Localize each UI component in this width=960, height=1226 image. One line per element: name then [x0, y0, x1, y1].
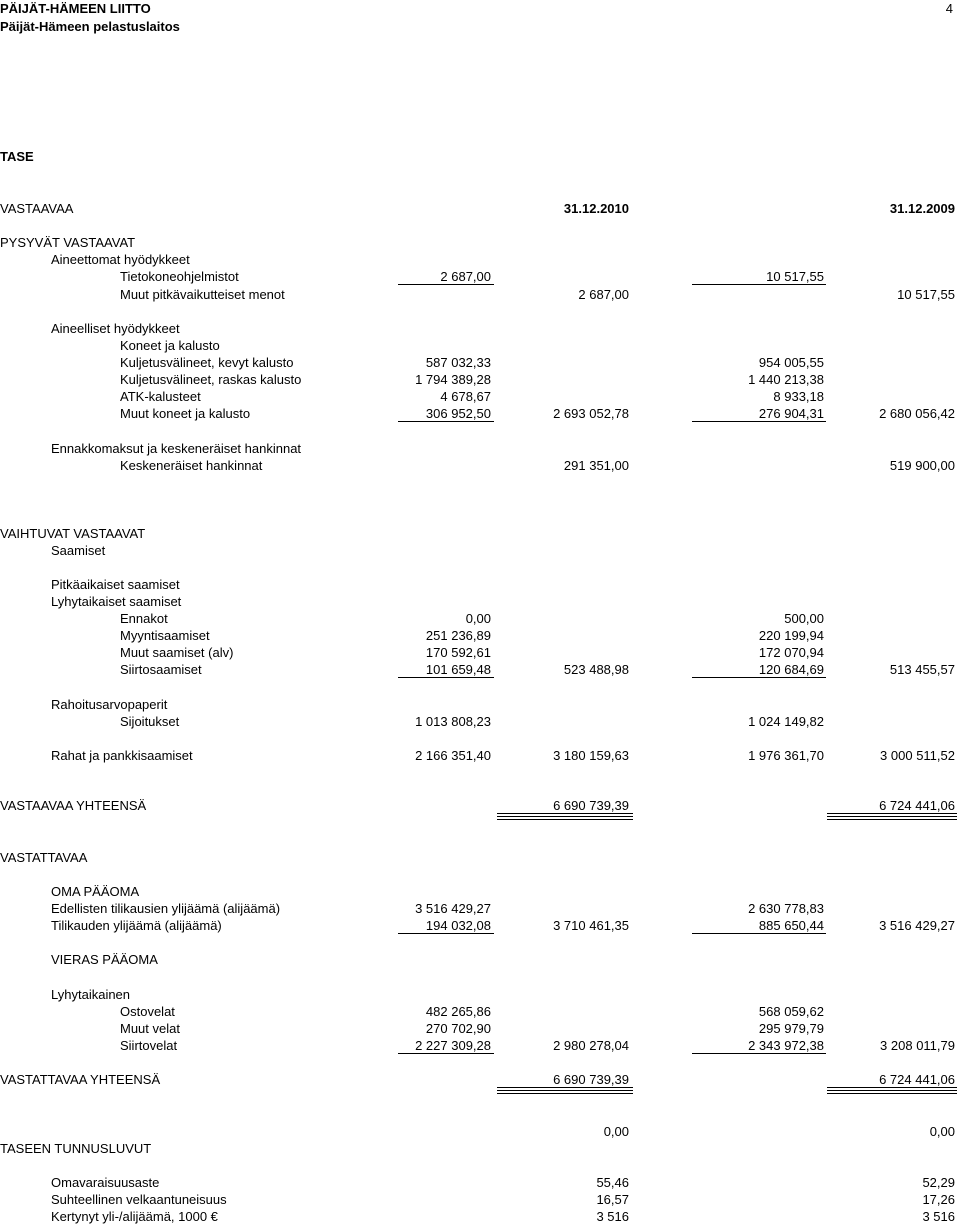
row-label: Ostovelat: [120, 1004, 175, 1019]
difference-value: 0,00: [929, 1124, 955, 1139]
underline: [692, 284, 826, 285]
heading-lyhyt-saamiset: Lyhytaikaiset saamiset: [51, 594, 182, 609]
value-cell: 523 488,98: [563, 662, 629, 677]
value-cell: 16,57: [596, 1192, 629, 1207]
value-cell: 3 710 461,35: [553, 918, 629, 933]
difference-value: 0,00: [603, 1124, 629, 1139]
heading-pitka-saamiset: Pitkäaikaiset saamiset: [51, 577, 180, 592]
underline: [692, 933, 826, 934]
row-label: Siirtovelat: [120, 1038, 178, 1053]
value-cell: 885 650,44: [758, 918, 824, 933]
value-cell: 172 070,94: [758, 645, 824, 660]
value-cell: 276 904,31: [758, 406, 824, 421]
document-title: TASE: [0, 149, 34, 164]
value-cell: 2 166 351,40: [415, 748, 491, 763]
value-cell: 2 630 778,83: [748, 901, 824, 916]
value-cell: 3 000 511,52: [880, 748, 955, 763]
value-cell: 1 440 213,38: [748, 372, 824, 387]
column-header-2010: 31.12.2010: [563, 201, 629, 216]
value-cell: 17,26: [922, 1192, 955, 1207]
total-vastattavaa-label: VASTATTAVAA YHTEENSÄ: [0, 1072, 161, 1087]
value-cell: 2 227 309,28: [415, 1038, 491, 1053]
department-name: Päijät-Hämeen pelastuslaitos: [0, 19, 180, 34]
value-cell: 2 680 056,42: [879, 406, 955, 421]
total-value: 6 690 739,39: [553, 798, 629, 813]
row-label: Rahat ja pankkisaamiset: [51, 748, 193, 763]
column-header-2009: 31.12.2009: [889, 201, 955, 216]
page-number: 4: [945, 1, 953, 16]
underline: [692, 677, 826, 678]
value-cell: 587 032,33: [425, 355, 491, 370]
heading-vaihtuvat: VAIHTUVAT VASTAAVAT: [0, 526, 146, 541]
row-label: Muut koneet ja kalusto: [120, 406, 251, 421]
value-cell: 170 592,61: [425, 645, 491, 660]
total-value: 6 690 739,39: [553, 1072, 629, 1087]
row-label: Muut velat: [120, 1021, 180, 1036]
value-cell: 8 933,18: [773, 389, 824, 404]
value-cell: 295 979,79: [758, 1021, 824, 1036]
row-label: ATK-kalusteet: [120, 389, 201, 404]
value-cell: 1 976 361,70: [748, 748, 824, 763]
value-cell: 2 343 972,38: [748, 1038, 824, 1053]
value-cell: 10 517,55: [766, 269, 824, 284]
underline: [827, 1087, 957, 1088]
total-vastaavaa-label: VASTAAVAA YHTEENSÄ: [0, 798, 147, 813]
row-label: Keskeneräiset hankinnat: [120, 458, 263, 473]
total-value: 6 724 441,06: [879, 1072, 955, 1087]
value-cell: 3 516: [596, 1209, 629, 1224]
value-cell: 3 516 429,27: [879, 918, 955, 933]
underline: [398, 421, 494, 422]
section-vastaavaa-heading: VASTAAVAA: [0, 201, 74, 216]
value-cell: 52,29: [922, 1175, 955, 1190]
heading-oma-paaoma: OMA PÄÄOMA: [51, 884, 140, 899]
heading-rahoitus: Rahoitusarvopaperit: [51, 697, 168, 712]
value-cell: 482 265,86: [425, 1004, 491, 1019]
row-label: Siirtosaamiset: [120, 662, 202, 677]
value-cell: 2 687,00: [440, 269, 491, 284]
row-label: Myyntisaamiset: [120, 628, 210, 643]
value-cell: 519 900,00: [889, 458, 955, 473]
heading-saamiset: Saamiset: [51, 543, 106, 558]
value-cell: 120 684,69: [758, 662, 824, 677]
value-cell: 270 702,90: [425, 1021, 491, 1036]
underline: [497, 813, 633, 814]
row-label: Kuljetusvälineet, raskas kalusto: [120, 372, 302, 387]
heading-aineettomat: Aineettomat hyödykkeet: [51, 252, 190, 267]
row-label: Suhteellinen velkaantuneisuus: [51, 1192, 227, 1207]
value-cell: 0,00: [465, 611, 491, 626]
row-label: Tietokoneohjelmistot: [120, 269, 239, 284]
value-cell: 1 013 808,23: [415, 714, 491, 729]
underline: [398, 284, 494, 285]
heading-tunnusluvut: TASEEN TUNNUSLUVUT: [0, 1141, 152, 1156]
total-value: 6 724 441,06: [879, 798, 955, 813]
row-label: Kuljetusvälineet, kevyt kalusto: [120, 355, 294, 370]
underline: [692, 421, 826, 422]
underline: [827, 813, 957, 814]
row-label: Kertynyt yli-/alijäämä, 1000 €: [51, 1209, 218, 1224]
underline: [398, 677, 494, 678]
org-name: PÄIJÄT-HÄMEEN LIITTO: [0, 1, 151, 16]
underline: [398, 933, 494, 934]
row-label: Tilikauden ylijäämä (alijäämä): [51, 918, 222, 933]
value-cell: 500,00: [784, 611, 824, 626]
value-cell: 55,46: [596, 1175, 629, 1190]
value-cell: 251 236,89: [425, 628, 491, 643]
double-underline: [827, 816, 957, 820]
double-underline: [497, 816, 633, 820]
heading-aineelliset: Aineelliset hyödykkeet: [51, 321, 180, 336]
value-cell: 101 659,48: [425, 662, 491, 677]
value-cell: 513 455,57: [889, 662, 955, 677]
double-underline: [497, 1090, 633, 1094]
value-cell: 1 024 149,82: [748, 714, 824, 729]
heading-vieras-paaoma: VIERAS PÄÄOMA: [51, 952, 158, 967]
underline: [692, 1053, 826, 1054]
heading-pysyvat: PYSYVÄT VASTAAVAT: [0, 235, 136, 250]
value-cell: 1 794 389,28: [415, 372, 491, 387]
value-cell: 4 678,67: [440, 389, 491, 404]
row-label: Muut pitkävaikutteiset menot: [120, 287, 285, 302]
value-cell: 954 005,55: [758, 355, 824, 370]
underline: [497, 1087, 633, 1088]
value-cell: 2 687,00: [578, 287, 629, 302]
value-cell: 568 059,62: [758, 1004, 824, 1019]
section-vastattavaa-heading: VASTATTAVAA: [0, 850, 88, 865]
double-underline: [827, 1090, 957, 1094]
heading-koneet: Koneet ja kalusto: [120, 338, 220, 353]
value-cell: 220 199,94: [758, 628, 824, 643]
row-label: Omavaraisuusaste: [51, 1175, 160, 1190]
value-cell: 3 208 011,79: [880, 1038, 955, 1053]
value-cell: 3 180 159,63: [553, 748, 629, 763]
value-cell: 2 980 278,04: [553, 1038, 629, 1053]
value-cell: 291 351,00: [563, 458, 629, 473]
value-cell: 3 516: [922, 1209, 955, 1224]
value-cell: 194 032,08: [425, 918, 491, 933]
value-cell: 306 952,50: [425, 406, 491, 421]
row-label: Ennakot: [120, 611, 168, 626]
heading-ennakko: Ennakkomaksut ja keskeneräiset hankinnat: [51, 441, 302, 456]
row-label: Muut saamiset (alv): [120, 645, 234, 660]
value-cell: 2 693 052,78: [553, 406, 629, 421]
underline: [398, 1053, 494, 1054]
row-label: Edellisten tilikausien ylijäämä (alijäämä): [51, 901, 281, 916]
value-cell: 10 517,55: [897, 287, 955, 302]
heading-lyhytaikainen: Lyhytaikainen: [51, 987, 131, 1002]
row-label: Sijoitukset: [120, 714, 180, 729]
value-cell: 3 516 429,27: [415, 901, 491, 916]
